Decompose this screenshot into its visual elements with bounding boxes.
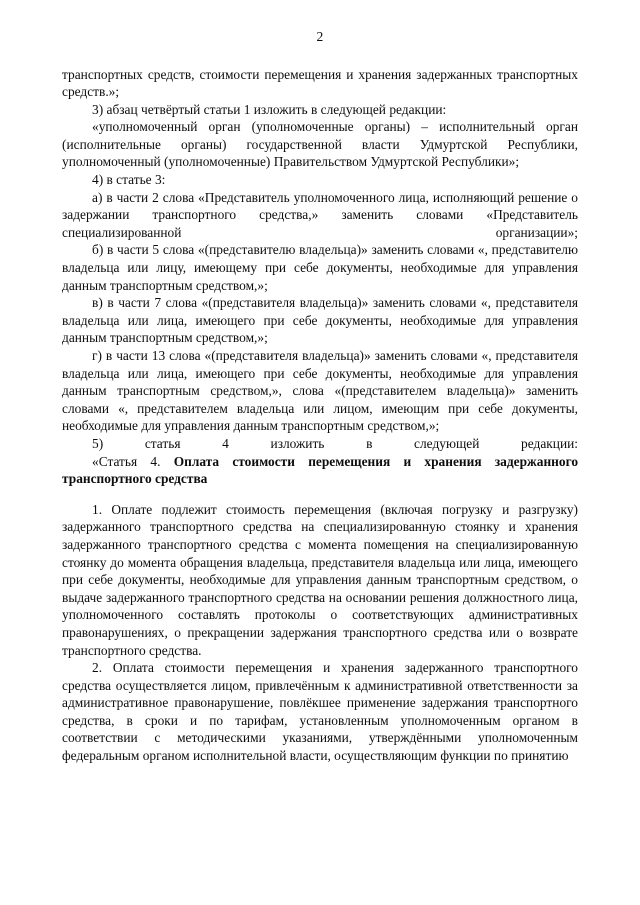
page-number: 2	[316, 29, 324, 44]
paragraph-item-4: 4) в статье 3:	[92, 172, 166, 188]
paragraph-item-3: 3) абзац четвёртый статьи 1 изложить в следующей редакции:	[92, 101, 447, 117]
paragraph-definition: «уполномоченный орган (уполномоченные органы) – исполнительный орган (исполнительные органы) государственной власти Удмуртской Республики, уполномоченный (уполномоченные) Правительством Удмуртской Республики»;	[62, 119, 578, 170]
paragraph-item-4v: в) в части 7 слова «(представителя владельца)» заменить словами «, представителя владельца или лица, имеющего при себе документы, необходимые для управления данным транспортным средством,»;	[62, 295, 578, 346]
article-heading	[62, 453, 578, 488]
article-clause-2: 2. Оплата стоимости перемещения и хранения задержанного транспортного средства осуществляется лицом, привлечённым к административной ответственности за административное правонарушение, повлёкшее применение задержания транспортного средства, в сроки и по тарифам, установленным уполномоченным органом в соответствии с методическими указаниями, утверждёнными уполномоченным федеральным органом исполнительной власти, осуществляющим функции по принятию	[62, 660, 578, 764]
paragraph-continuation: транспортных средств, стоимости перемещения и хранения задержанных транспортных средств.»;	[62, 66, 578, 100]
spacer	[62, 488, 578, 501]
document-body	[62, 66, 578, 765]
paragraph-item-4b: б) в части 5 слова «(представителю владельца)» заменить словами «, представителю владельца или лицу, имеющему при себе документы, необходимые для управления данным транспортным средством,»;	[62, 242, 578, 293]
paragraph-item-5: 5) статья 4 изложить в следующей редакции:	[92, 435, 578, 451]
article-clause-1: 1. Оплате подлежит стоимость перемещения (включая погрузку и разгрузку) задержанного транспортного средства на специализированную стоянку и хранения задержанного транспортного средства с момента помещения на специализированную стоянку до момента обращения владельца, представителя владельца или лица, имеющего при себе документы, необходимые для управления данным транспортным средством, о выдаче задержанного транспортного средства на основании решения должностного лица, уполномоченного составлять протоколы о соответствующих административных правонарушениях, о прекращении задержания транспортного средства или о возврате транспортного средства.	[62, 501, 578, 658]
paragraph-item-4a: а) в части 2 слова «Представитель уполномоченного лица, исполняющий решение о задержании транспортного средства,» заменить словами «Представитель специализированной организации»;	[62, 189, 578, 240]
paragraph-item-4g: г) в части 13 слова «(представителя владельца)» заменить словами «, представителя владельца или лица, имеющего при себе документы, необходимые для управления данным транспортным средством,», слова «(представителем владельца)» заменить словами «, представителем владельца или лицом, имеющим при себе документы, необходимые для управления данным транспортным средством,»;	[62, 348, 578, 434]
article-heading-title: Оплата стоимости перемещения и хранения задержанного транспортного средства	[62, 453, 579, 487]
article-heading-prefix: «Статья 4.	[92, 453, 174, 469]
